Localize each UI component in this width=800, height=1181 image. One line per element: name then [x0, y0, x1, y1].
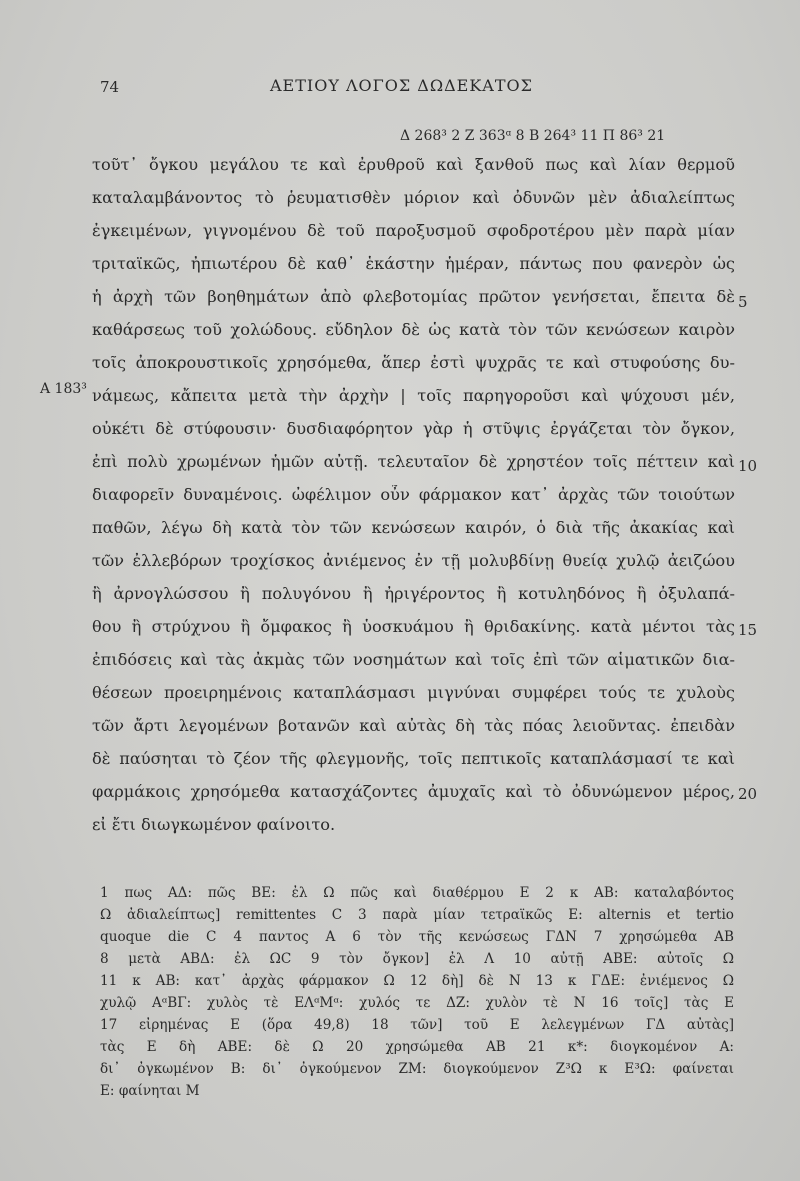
apparatus-line: Ε: φαίνηται Μ	[100, 1083, 200, 1099]
apparatus-line: δι᾽ ὀγκωμένον Β: δι᾽ ὀγκούμενον ΖΜ: διογκούμενον Ζ³Ω κ Ε³Ω: φαίνεται	[100, 1061, 734, 1077]
text-line: ἐγκειμένων, γιγνομένου δὲ τοῦ παροξυσμοῦ σφοδροτέρου μὲν παρὰ μίαν	[92, 221, 735, 240]
text-line: νάμεως, κἄπειτα μετὰ τὴν ἀρχὴν | τοῖς παρηγοροῦσι καὶ ψύχουσι μέν,	[92, 386, 735, 405]
text-line: παθῶν, λέγω δὴ κατὰ τὸν τῶν κενώσεων καιρόν, ὁ διὰ τῆς ἀκακίας καὶ	[92, 518, 735, 537]
text-line: εἰ ἔτι διωγκωμένον φαίνοιτο.	[92, 815, 336, 834]
text-line: ἐπιδόσεις καὶ τὰς ἀκμὰς τῶν νοσημάτων καὶ τοῖς ἐπὶ τῶν αἱματικῶν δια-	[92, 650, 735, 669]
apparatus-line: quoque die C 4 παντος Α 6 τὸν τῆς κενώσεως ΓΔΝ 7 χρησώμεθα ΑΒ	[100, 929, 734, 945]
apparatus-line: χυλῷ ΑᵅΒΓ: χυλὸς τὲ ΕΛᵅΜᵅ: χυλός τε ΔΖ: χυλὸν τὲ Ν 16 τοῖς] τὰς Ε	[100, 995, 734, 1011]
line-number: 10	[738, 457, 758, 475]
text-line: τριταϊκῶς, ἠπιωτέρου δὲ καθ᾽ ἑκάστην ἡμέραν, πάντως που φανερὸν ὡς	[92, 254, 735, 273]
line-number: 15	[738, 621, 758, 639]
line-number: 5	[738, 293, 748, 311]
running-title: ΑΕΤΙΟΥ ΛΟΓΟΣ ΔΩΔΕΚΑΤΟΣ	[270, 76, 533, 95]
text-line: καταλαμβάνοντος τὸ ῥευματισθὲν μόριον καὶ ὀδυνῶν μὲν ἀδιαλείπτως	[92, 188, 735, 207]
text-line: τῶν ἄρτι λεγομένων βοτανῶν καὶ αὐτὰς δὴ τὰς πόας λειοῦντας. ἐπειδὰν	[92, 716, 735, 735]
apparatus-line: Ω ἀδιαλείπτως] remittentes C 3 παρὰ μίαν τετραϊκῶς Ε: alternis et tertio	[100, 907, 734, 923]
apparatus-line: 17 εἰρημένας Ε (ὅρα 49,8) 18 τῶν] τοῦ Ε λελεγμένων ΓΔ αὐτὰς]	[100, 1017, 734, 1033]
text-line: οὐκέτι δὲ στύφουσιν· δυσδιαφόρητον γὰρ ἡ στῦψις ἐργάζεται τὸν ὄγκον,	[92, 419, 735, 438]
text-line: ἢ ἀρνογλώσσου ἢ πολυγόνου ἢ ἠριγέροντος ἢ κοτυληδόνος ἢ ὀξυλαπά-	[92, 584, 735, 603]
text-line: ἡ ἀρχὴ τῶν βοηθημάτων ἀπὸ φλεβοτομίας πρῶτον γενήσεται, ἔπειτα δὲ	[92, 287, 735, 306]
text-line: τοῦτ᾽ ὄγκου μεγάλου τε καὶ ἐρυθροῦ καὶ ξανθοῦ πως καὶ λίαν θερμοῦ	[92, 155, 735, 174]
text-line: φαρμάκοις χρησόμεθα κατασχάζοντες ἀμυχαῖς καὶ τὸ ὀδυνώμενον μέρος,	[92, 782, 735, 801]
page-number: 74	[100, 78, 120, 96]
apparatus-line: 1 πως ΑΔ: πῶς ΒΕ: ἐλ Ω πῶς καὶ διαθέρμου Ε 2 κ ΑΒ: καταλαβόντος	[100, 885, 734, 901]
text-line: καθάρσεως τοῦ χολώδους. εὔδηλον δὲ ὡς κατὰ τὸν τῶν κενώσεων καιρὸν	[92, 320, 735, 339]
margin-reference: Α 183³	[40, 381, 87, 397]
text-line: τοῖς ἀποκρουστικοῖς χρησόμεθα, ἅπερ ἐστὶ ψυχρᾶς τε καὶ στυφούσης δυ-	[92, 353, 735, 372]
apparatus-line: 8 μετὰ ΑΒΔ: ἐλ ΩC 9 τὸν ὄγκον] ἐλ Λ 10 αὐτῇ ΑΒΕ: αὐτοῖς Ω	[100, 951, 734, 967]
text-line: τῶν ἐλλεβόρων τροχίσκος ἀνιέμενος ἐν τῇ μολυβδίνῃ θυείᾳ χυλῷ ἀειζώου	[92, 551, 735, 570]
text-line: θου ἢ στρύχνου ἢ ὄμφακος ἢ ὑοσκυάμου ἢ θριδακίνης. κατὰ μέντοι τὰς	[92, 617, 735, 636]
apparatus-line: τὰς Ε δὴ ΑΒΕ: δὲ Ω 20 χρησώμεθα ΑΒ 21 κ*: διογκομένον Α:	[100, 1039, 734, 1055]
manuscript-sigla: Δ 268³ 2 Ζ 363ᵅ 8 Β 264³ 11 Π 86³ 21	[400, 128, 666, 144]
text-line: διαφορεῖν δυναμένοις. ὠφέλιμον οὖν φάρμακον κατ᾽ ἀρχὰς τῶν τοιούτων	[92, 485, 735, 504]
apparatus-line: 11 κ ΑΒ: κατ᾽ ἀρχὰς φάρμακον Ω 12 δὴ] δὲ Ν 13 κ ΓΔΕ: ἐνιέμενος Ω	[100, 973, 734, 989]
text-line: θέσεων προειρημένοις καταπλάσμασι μιγνύναι συμφέρει τούς τε χυλοὺς	[92, 683, 735, 702]
text-line: ἐπὶ πολὺ χρωμένων ἡμῶν αὐτῇ. τελευταῖον δὲ χρηστέον τοῖς πέττειν καὶ	[92, 452, 735, 471]
line-number: 20	[738, 785, 758, 803]
text-line: δὲ παύσηται τὸ ζέον τῆς φλεγμονῆς, τοῖς πεπτικοῖς καταπλάσμασί τε καὶ	[92, 749, 735, 768]
